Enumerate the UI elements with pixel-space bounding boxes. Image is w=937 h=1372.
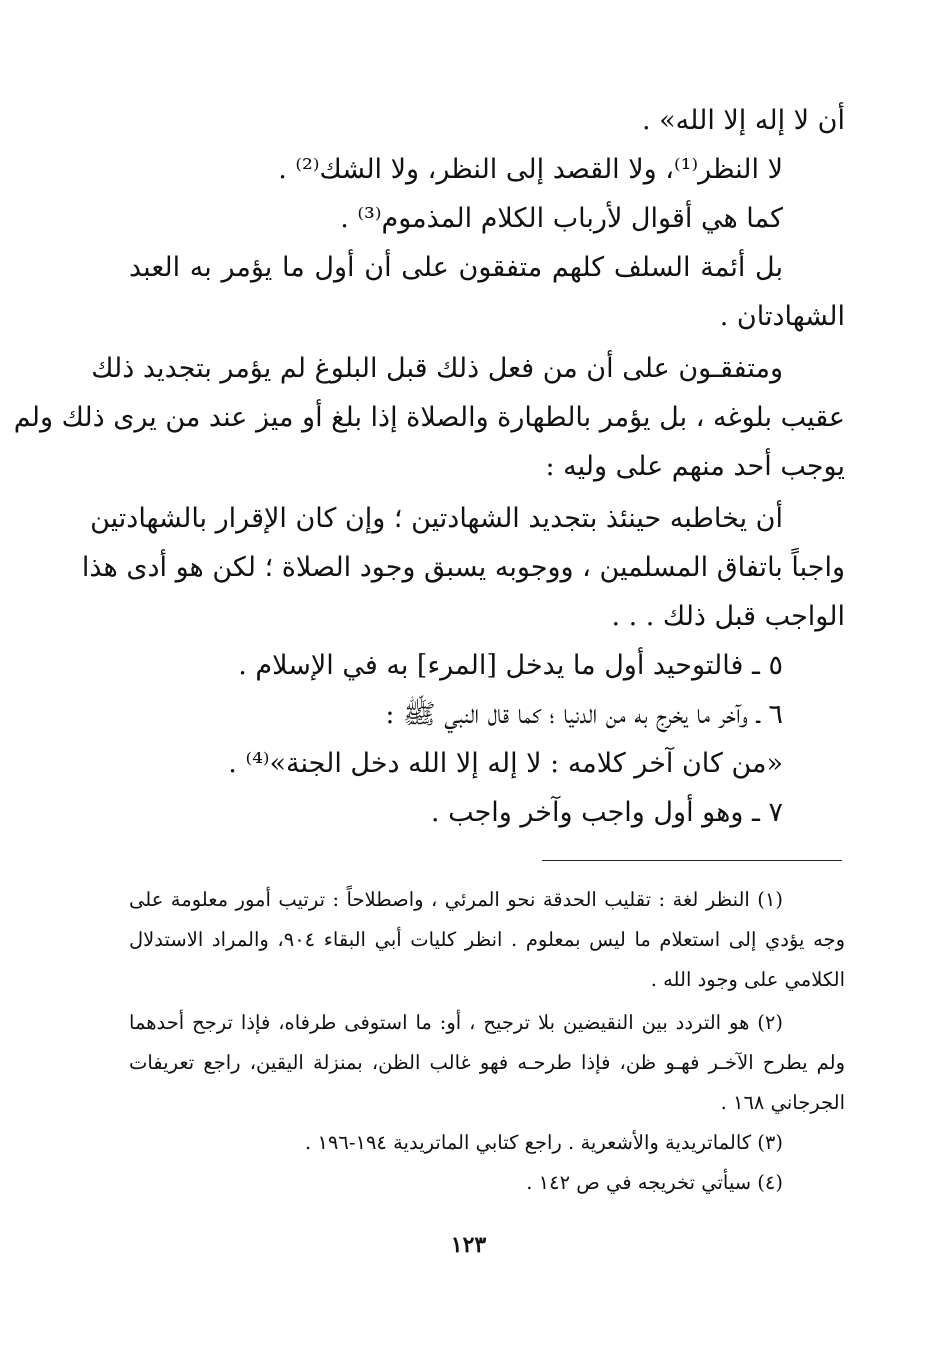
text-line: لا النظر⁽¹⁾، ولا القصد إلى النظر، ولا الشك⁽²⁾ . xyxy=(278,154,783,185)
text-line: أن يخاطبه حينئذ بتجديد الشهادتين ؛ وإن كان الإقرار بالشهادتين xyxy=(90,503,783,534)
footnote-line: (٣) كالماتريدية والأشعرية . راجع كتابي الماتريدية ١٩٤-١٩٦ . xyxy=(305,1131,783,1154)
footnote-line: الكلامي على وجود الله . xyxy=(650,968,845,991)
footnotes xyxy=(129,880,845,1203)
footnote-line: (٤) سيأتي تخريجه في ص ١٤٢ . xyxy=(526,1171,783,1194)
text-line: بل أئمة السلف كلهم متفقون على أن أول ما يؤمر به العبد xyxy=(129,252,783,283)
footnote-separator xyxy=(542,860,842,861)
text-line: يوجب أحد منهم على وليه : xyxy=(545,451,845,482)
main-text xyxy=(13,96,845,837)
text-line: واجباً باتفاق المسلمين ، ووجوبه يسبق وجود الصلاة ؛ لكن هو أدى هذا xyxy=(81,552,845,583)
footnote-line: (٢) هو التردد بين النقيضين بلا ترجيح ، أو: ما استوفى طرفاه، فإذا ترجح أحدهما xyxy=(129,1011,783,1034)
text-line: الواجب قبل ذلك . . . xyxy=(611,601,845,632)
text-line: كما هي أقوال لأرباب الكلام المذموم⁽³⁾ . xyxy=(340,203,783,234)
text-line: أن لا إله إلا الله» . xyxy=(642,105,845,136)
hadith-quote: «من كان آخر كلامه : لا إله إلا الله دخل الجنة»⁽⁴⁾ . xyxy=(228,748,783,779)
footnote-line: ولم يطرح الآخـر فهـو ظن، فإذا طرحـه فهو غالب الظن، بمنزلة اليقين، راجع تعريفات xyxy=(129,1051,845,1074)
numbered-point: ٧ ـ وهو أول واجب وآخر واجب . xyxy=(430,797,783,828)
footnote-line: (١) النظر لغة : تقليب الحدقة نحو المرئي ، واصطلاحاً : ترتيب أمور معلومة على xyxy=(129,888,783,911)
text-line: عقيب بلوغه ، بل يؤمر بالطهارة والصلاة إذا بلغ أو ميز عند من يرى ذلك ولم xyxy=(13,402,845,433)
footnote-line: وجه يؤدي إلى استعلام ما ليس بمعلوم . انظر كليات أبي البقاء ٩٠٤، والمراد الاستدلال xyxy=(129,928,846,951)
footnote-line: الجرجاني ١٦٨ . xyxy=(720,1091,845,1114)
text-line: ومتفقـون على أن من فعل ذلك قبل البلوغ لم يؤمر بتجديد ذلك xyxy=(91,353,783,384)
numbered-point: ٦ ـ وآخر ما يخرج به من الدنيا ؛ كما قال النبي ﷺ : xyxy=(385,699,783,730)
page-number: ١٢٣ xyxy=(450,1232,487,1258)
text-line: الشهادتان . xyxy=(719,301,845,332)
numbered-point: ٥ ـ فالتوحيد أول ما يدخل [المرء] به في الإسلام . xyxy=(238,650,783,681)
